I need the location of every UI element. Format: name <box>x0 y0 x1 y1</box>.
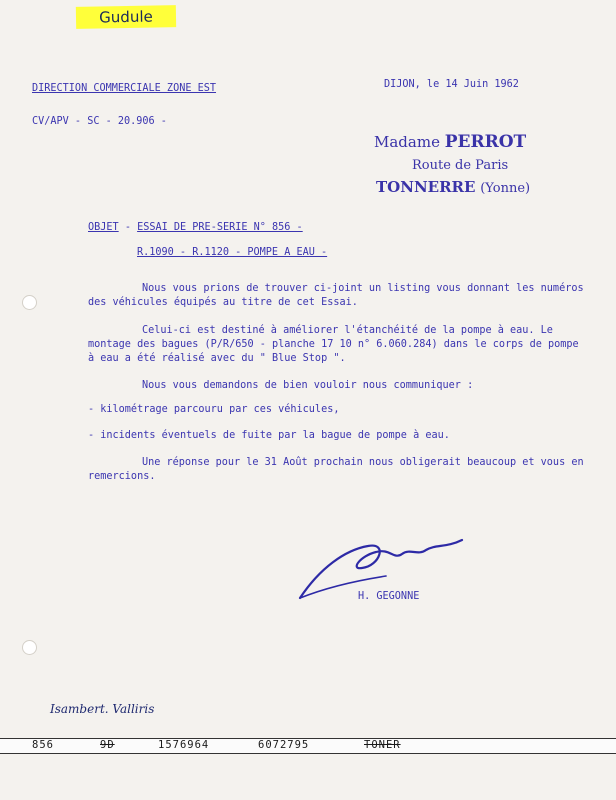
strip-code-2: 9D <box>100 739 115 751</box>
punch-hole-lower <box>22 640 37 655</box>
strip-code-5: TONER <box>364 739 401 751</box>
recipient-city-line <box>376 178 530 196</box>
recipient-name-line <box>374 132 526 152</box>
subject-label: OBJET <box>88 222 119 233</box>
sticky-note: Gudule <box>76 5 176 29</box>
body-list-item-2: - incidents éventuels de fuite par la bague de pompe à eau. <box>88 430 450 441</box>
recipient-prefix: Madame <box>374 133 440 151</box>
subject-text-2: R.1090 - R.1120 - POMPE A EAU - <box>137 247 328 258</box>
body-paragraph-4: Une réponse pour le 31 Août prochain nous obligerait beaucoup et vous en remercions. <box>88 457 584 482</box>
strip-code-4: 6072795 <box>258 739 310 751</box>
department-heading: DIRECTION COMMERCIALE ZONE EST <box>32 83 217 94</box>
recipient-name: PERROT <box>444 132 527 152</box>
place-date: DIJON, le 14 Juin 1962 <box>384 79 519 90</box>
subject-text-1: ESSAI DE PRE-SERIE N° 856 - <box>137 222 303 233</box>
strip-code-3: 1576964 <box>158 739 210 751</box>
recipient-city: TONNERRE <box>376 178 476 196</box>
recipient-region: (Yonne) <box>480 181 531 196</box>
body-paragraph-1: Nous vous prions de trouver ci-joint un listing vous donnant les numéros des véhicules équipés au titre de cet Essai. <box>88 283 584 308</box>
subject-line-1: OBJET - ESSAI DE PRE-SERIE N° 856 - <box>88 222 303 233</box>
reference-number: CV/APV - SC - 20.906 - <box>32 116 167 127</box>
handwritten-note: Isambert. Valliris <box>50 702 155 716</box>
body-paragraph-3: Nous vous demandons de bien vouloir nous communiquer : <box>142 380 474 391</box>
body-paragraph-2: Celui-ci est destiné à améliorer l'étanchéité de la pompe à eau. Le montage des bagues (P/R/650 - planche 17 10 n° 6.060.284) dans le corps de pompe à eau a été réalisé avec du " Blue Stop ". <box>88 325 579 364</box>
body-list-item-1: - kilométrage parcouru par ces véhicules, <box>88 404 340 415</box>
strip-code-1: 856 <box>32 739 54 751</box>
recipient-street: Route de Paris <box>412 158 509 173</box>
signatory-name: H. GEGONNE <box>358 591 420 602</box>
punch-hole-upper <box>22 295 37 310</box>
